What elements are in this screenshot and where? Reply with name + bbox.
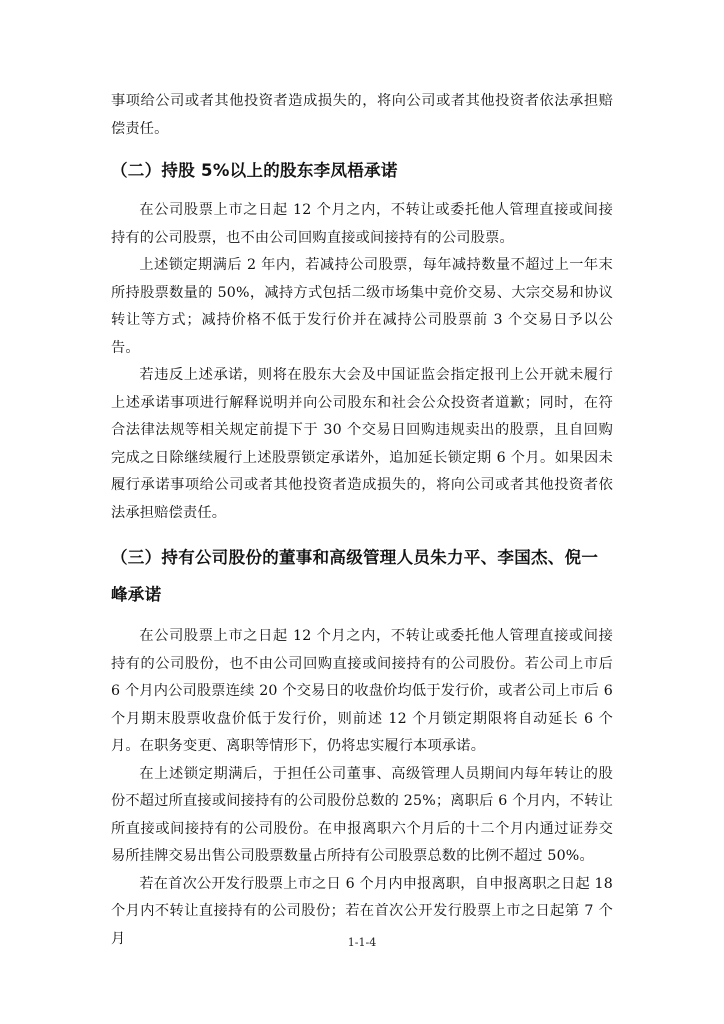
section3-paragraph-1: 在公司股票上市之日起 12 个月之内，不转让或委托他人管理直接或间接持有的公司股份，也不由公司回购直接或间接持有的公司股份。若公司上市后 6 个月内公司股票连续 20 个交易日的收盘价均低于发行价，或者公司上市后 6 个月期末股票收盘价低于发行价，则前述 12 个月锁定期限将自动延长 6 个月。在职务变更、离职等情形下，仍将忠实履行本项承诺。 — [111, 628, 613, 754]
paragraph-continuation: 事项给公司或者其他投资者造成损失的，将向公司或者其他投资者依法承担赔偿责任。 — [111, 93, 613, 137]
page-number: 1-1-4 — [347, 936, 377, 949]
document-body — [111, 88, 613, 953]
section2-paragraph-3: 若违反上述承诺，则将在股东大会及中国证监会指定报刊上公开就未履行上述承诺事项进行解释说明并向公司股东和社会公众投资者道歉；同时，在符合法律法规等相关规定前提下于 30 个交易日回购违规卖出的股票，且自回购完成之日除继续履行上述股票锁定承诺外，追加延长锁定期 6 个月。如果因未履行承诺事项给公司或者其他投资者造成损失的，将向公司或者其他投资者依法承担赔偿责任。 — [111, 367, 613, 521]
section2-paragraph-2: 上述锁定期满后 2 年内，若减持公司股票，每年减持数量不超过上一年末所持股票数量的 50%，减持方式包括二级市场集中竞价交易、大宗交易和协议转让等方式；减持价格不低于发行价并在减持公司股票前 3 个交易日予以公告。 — [111, 257, 613, 356]
section-heading-3: （三）持有公司股份的董事和高级管理人员朱力平、李国杰、倪一峰承诺 — [111, 548, 599, 604]
section-heading-2: （二）持股 5%以上的股东李凤梧承诺 — [111, 161, 398, 180]
section2-paragraph-1: 在公司股票上市之日起 12 个月之内，不转让或委托他人管理直接或间接持有的公司股票，也不由公司回购直接或间接持有的公司股票。 — [111, 202, 613, 246]
section3-paragraph-3: 若在首次公开发行股票上市之日 6 个月内申报离职，自申报离职之日起 18 个月内不转让直接持有的公司股份；若在首次公开发行股票上市之日起第 7 个月 — [111, 875, 613, 947]
section3-paragraph-2: 在上述锁定期满后，于担任公司董事、高级管理人员期间内每年转让的股份不超过所直接或间接持有的公司股份总数的 25%；离职后 6 个月内，不转让所直接或间接持有的公司股份。在申报离职六个月后的十二个月内通过证券交易所挂牌交易出售公司股票数量占所持有公司股票总数的比例不超过 50%。 — [111, 765, 613, 864]
